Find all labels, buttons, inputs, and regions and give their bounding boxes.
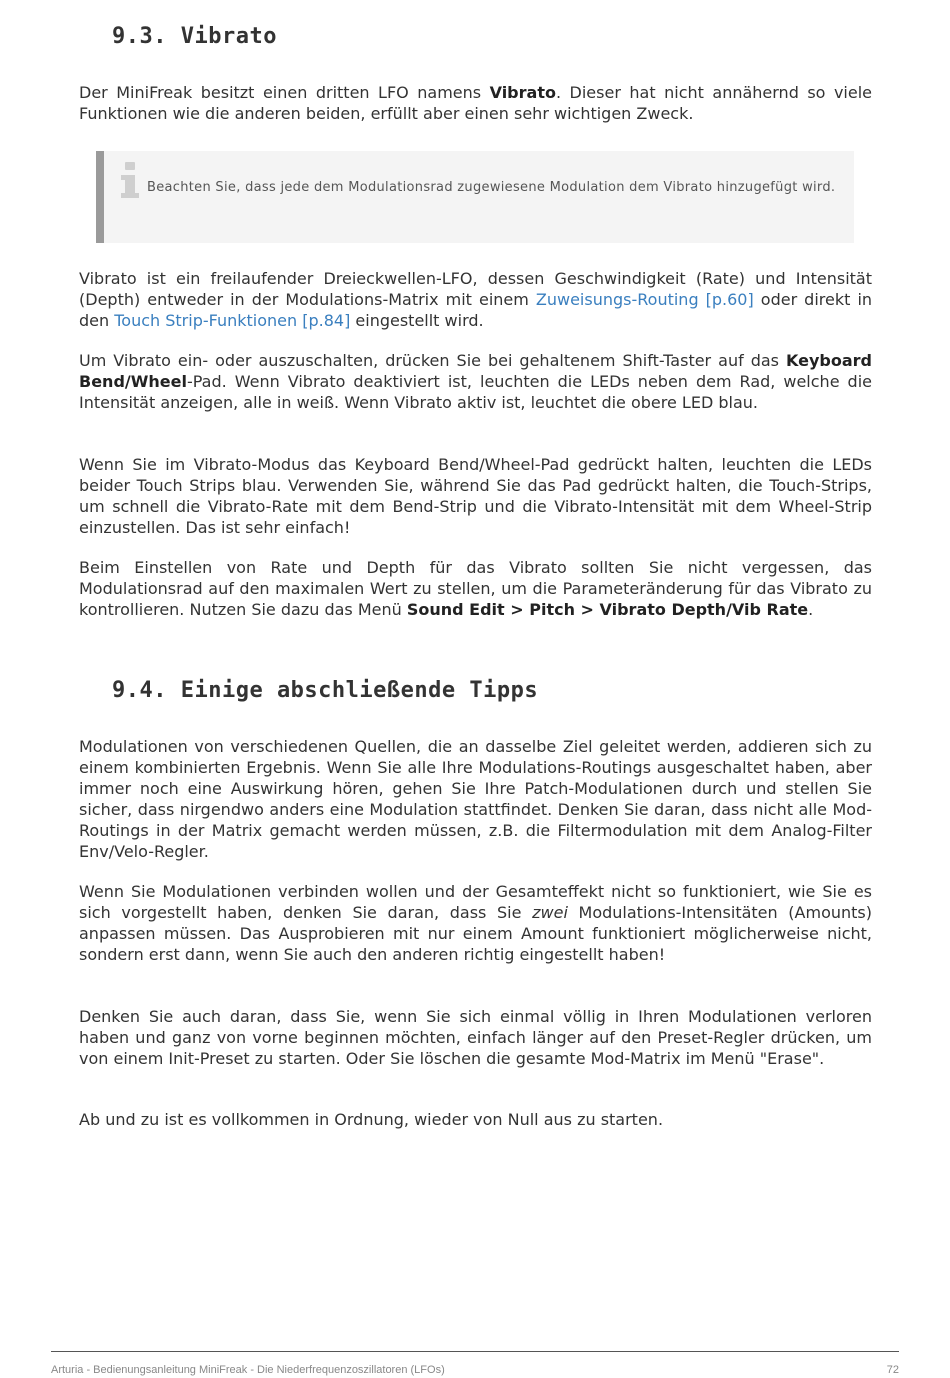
paragraph-vibrato-touchstrips: Wenn Sie im Vibrato-Modus das Keyboard Bend/Wheel-Pad gedrückt halten, leuchten die LEDs beider Touch Strips blau. Verwenden Sie, während Sie das Pad gedrückt halten, die Touch-Strips, um schnell die Vibrato-Rate mit dem Bend-Strip und die Vibrato-Intensität mit dem Wheel-Strip einzustellen. Das ist sehr einfach!	[79, 455, 872, 537]
paragraph-vibrato-rate: Vibrato ist ein freilaufender Dreieckwellen-LFO, dessen Geschwindigkeit (Rate) und Intensität (Depth) entweder in der Modulations-Matrix mit einem Zuweisungs-Routing [p.60] oder direkt in den Touch Strip-Funktionen [p.84] eingestellt wird.	[79, 269, 873, 330]
paragraph-vibrato-depth: Beim Einstellen von Rate und Depth für das Vibrato sollten Sie nicht vergessen, das Modulationsrad auf den maximalen Wert zu stellen, um die Parameteränderung für das Vibrato zu kontrollieren. Nutzen Sie dazu das Menü Sound Edit > Pitch > Vibrato Depth/Vib Rate.	[79, 558, 872, 619]
section-heading-vibrato: 9.3. Vibrato	[112, 24, 277, 49]
paragraph-tips-1: Modulationen von verschiedenen Quellen, die an dasselbe Ziel geleitet werden, addieren sich zu einem kombinierten Ergebnis. Wenn Sie alle Ihre Modulations-Routings ausgeschaltet haben, aber immer noch eine Auswirkung hören, gehen Sie Ihre Patch-Modulationen durch und stellen Sie sicher, dass nirgendwo anders eine Modulation stattfindet. Denken Sie daran, dass nicht alle Mod-Routings in der Matrix gemacht werden müssen, z.B. die Filtermodulation mit dem Analog-Filter Env/Velo-Regler.	[79, 737, 872, 861]
note-text: Beachten Sie, dass jede dem Modulationsrad zugewiesene Modulation dem Vibrato hinzugefügt wird.	[147, 180, 836, 195]
paragraph-tips-4: Ab und zu ist es vollkommen in Ordnung, wieder von Null aus zu starten.	[79, 1110, 664, 1129]
footer-divider	[51, 1351, 899, 1352]
page-number: 72	[886, 1364, 899, 1376]
section-heading-tips: 9.4. Einige abschließende Tipps	[112, 678, 539, 703]
footer-text: Arturia - Bedienungsanleitung MiniFreak - Die Niederfrequenzoszillatoren (LFOs)	[51, 1364, 445, 1376]
paragraph-tips-2: Wenn Sie Modulationen verbinden wollen und der Gesamteffekt nicht so funktioniert, wie Sie es sich vorgestellt haben, denken Sie daran, dass Sie zwei Modulations-Intensitäten (Amounts) anpassen müssen. Das Ausprobieren mit nur einem Amount funktioniert möglicherweise nicht, sondern erst dann, wenn Sie auch den anderen richtig eingestellt haben!	[79, 882, 872, 964]
paragraph-vibrato-toggle: Um Vibrato ein- oder auszuschalten, drücken Sie bei gehaltenem Shift-Taster auf das Keyboard Bend/Wheel-Pad. Wenn Vibrato deaktiviert ist, leuchten die LEDs neben dem Rad, welche die Intensität anzeigen, alle in weiß. Wenn Vibrato aktiv ist, leuchtet die obere LED blau.	[79, 351, 872, 412]
paragraph-vibrato-intro: Der MiniFreak besitzt einen dritten LFO namens Vibrato. Dieser hat nicht annähernd so viele Funktionen wie die anderen beiden, erfüllt aber einen sehr wichtigen Zweck.	[79, 83, 873, 123]
info-note	[96, 151, 854, 243]
paragraph-tips-3: Denken Sie auch daran, dass Sie, wenn Sie sich einmal völlig in Ihren Modulationen verloren haben und ganz von vorne beginnen möchten, einfach länger auf den Preset-Regler drücken, um von einem Init-Preset zu starten. Oder Sie löschen die gesamte Mod-Matrix im Menü "Erase".	[79, 1007, 872, 1068]
link-routing[interactable]: Zuweisungs-Routing [p.60]	[535, 290, 754, 309]
link-touch-strip[interactable]: Touch Strip-Funktionen [p.84]	[114, 311, 351, 330]
